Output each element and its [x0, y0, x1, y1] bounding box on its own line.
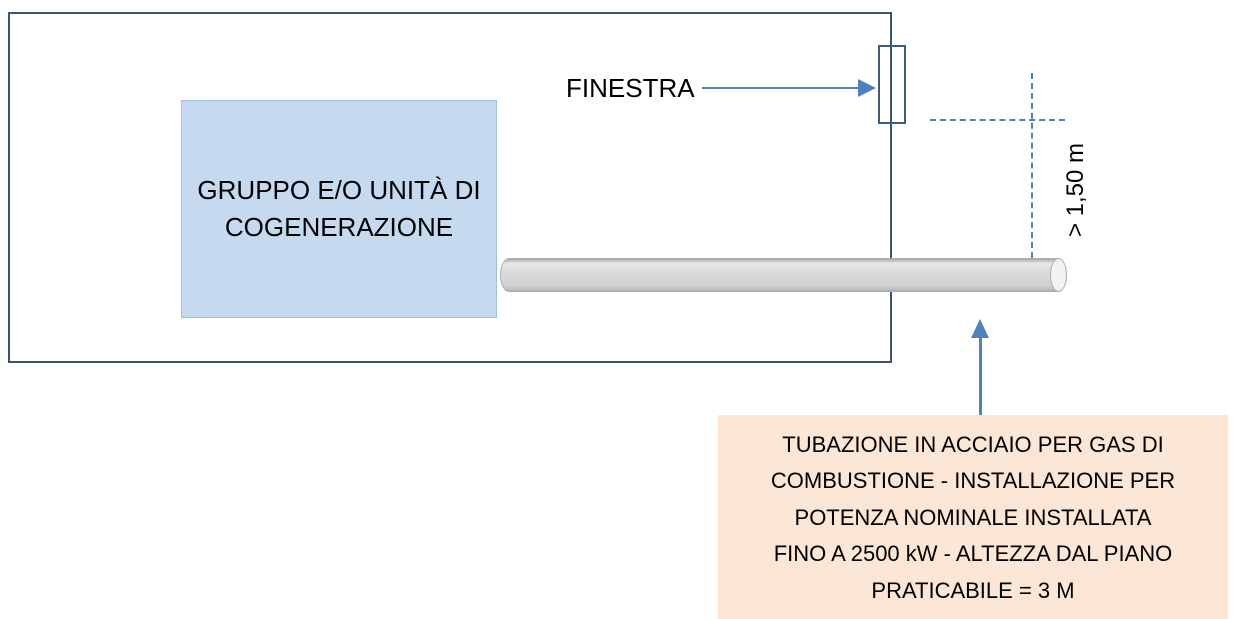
finestra-label: FINESTRA	[566, 73, 695, 103]
exhaust-pipe-end-cap	[1050, 258, 1067, 292]
clearance-distance-label: > 1,50 m	[1062, 142, 1089, 238]
pipe-note-box	[718, 415, 1228, 619]
pipe-note-line-5: PRATICABILE = 3 M	[871, 577, 1075, 603]
dashed-reference-line-vertical	[1031, 73, 1033, 258]
pipe-note-line-1: TUBAZIONE IN ACCIAIO PER GAS DI	[782, 431, 1164, 457]
cogeneration-unit-label-line-2: COGENERAZIONE	[224, 212, 454, 242]
pipe-callout-arrow-line	[979, 336, 982, 415]
dashed-reference-line-horizontal	[930, 119, 1065, 121]
finestra-arrow-line	[702, 87, 859, 89]
cogeneration-unit-box	[181, 100, 497, 318]
pipe-note-line-2: COMBUSTIONE - INSTALLAZIONE PER	[770, 468, 1176, 494]
cogeneration-unit-label-line-1: GRUPPO E/O UNITÀ DI	[197, 175, 481, 205]
exhaust-pipe	[500, 258, 1057, 292]
pipe-note-line-3: POTENZA NOMINALE INSTALLATA	[794, 504, 1152, 530]
finestra-arrowhead-icon	[858, 79, 876, 97]
pipe-callout-arrowhead-icon	[971, 319, 989, 338]
pipe-note-line-4: FINO A 2500 kW - ALTEZZA DAL PIANO	[773, 541, 1173, 567]
window-symbol	[878, 45, 906, 124]
